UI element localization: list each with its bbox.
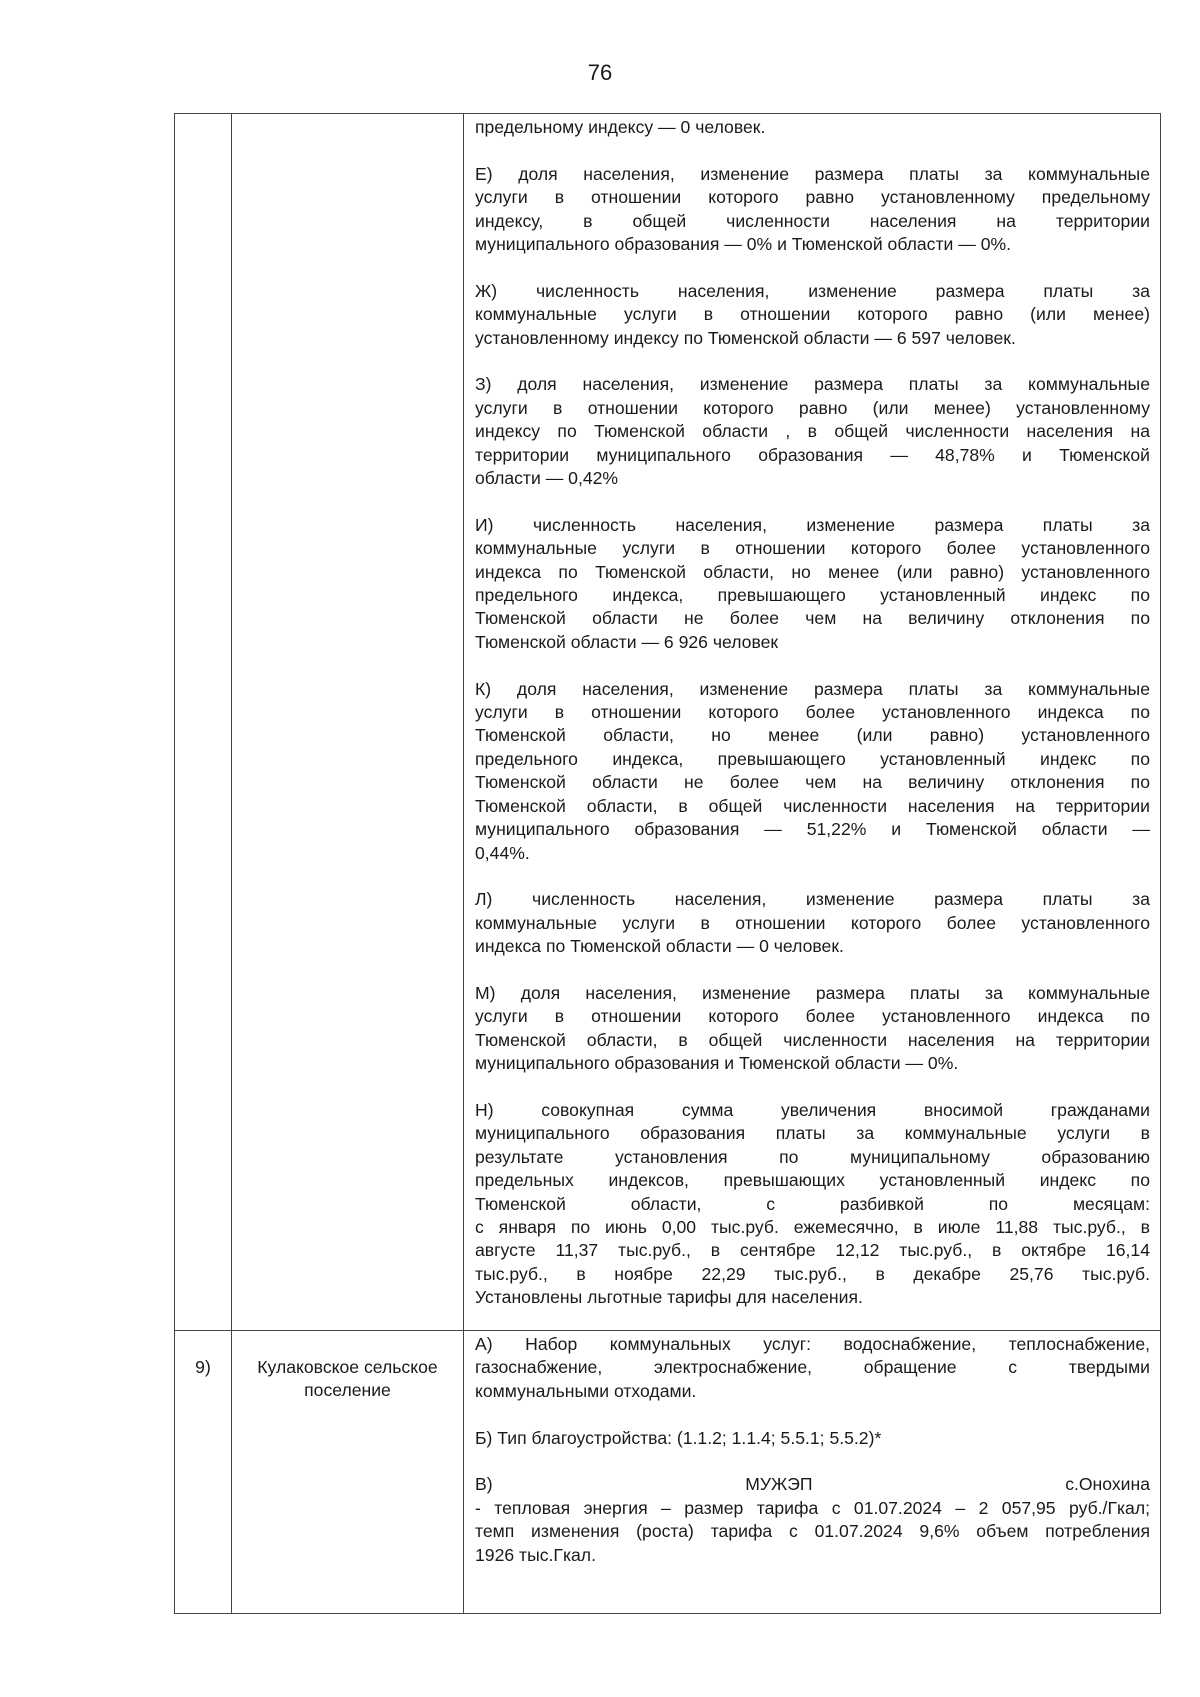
text-line: коммунальными отходами. [475, 1380, 697, 1401]
text-line: Тюменской области, но менее (или равно) установленного [475, 725, 1150, 746]
paragraph [475, 116, 1150, 139]
municipality-name-cell [232, 114, 464, 1331]
text-line: Е) доля населения, изменение размера платы за коммунальные [475, 163, 1150, 184]
paragraph [475, 514, 1150, 654]
text-line: муниципального образования — 0% и Тюменской области — 0%. [475, 234, 1012, 255]
text-line: А) Набор коммунальных услуг: водоснабжение, теплоснабжение, [475, 1334, 1150, 1354]
text-line: коммунальные услуги в отношении которого более установленного [475, 912, 1150, 933]
text-line: индекса по Тюменской области — 0 человек. [475, 936, 844, 957]
paragraph [475, 1099, 1150, 1310]
paragraph [475, 373, 1150, 490]
text-line: услуги в отношении которого равно (или менее) установленному [475, 397, 1150, 418]
text-line: Ж) численность населения, изменение размера платы за [475, 280, 1150, 301]
table-row [175, 1331, 1161, 1614]
text-line: З) доля населения, изменение размера платы за коммунальные [475, 374, 1150, 395]
text-line: Установлены льготные тарифы для населения. [475, 1287, 863, 1308]
text-line: коммунальные услуги в отношении которого более установленного [475, 538, 1150, 559]
text-line: темп изменения (роста) тарифа с 01.07.2024 9,6% объем потребления [475, 1521, 1150, 1542]
text-line: предельного индекса, превышающего установленный индекс по [475, 585, 1150, 606]
text-line: индекса по Тюменской области, но менее (или равно) установленного [475, 561, 1150, 582]
text-line: - тепловая энергия – размер тарифа с 01.07.2024 – 2 057,95 руб./Гкал; [475, 1497, 1150, 1518]
row-content-cell [464, 114, 1161, 1331]
paragraph [475, 888, 1150, 958]
tariff-table [174, 113, 1161, 1614]
row-content-cell [464, 1331, 1161, 1614]
paragraph [475, 678, 1150, 865]
text-line: М) доля населения, изменение размера платы за коммунальные [475, 982, 1150, 1003]
text-line: муниципального образования — 51,22% и Тюменской области — [475, 819, 1150, 840]
text-line: Н) совокупная сумма увеличения вносимой гражданами [475, 1099, 1150, 1120]
text-line: И) численность населения, изменение размера платы за [475, 514, 1150, 535]
paragraph [475, 1473, 1150, 1567]
text-line: Тюменской области — 6 926 человек [475, 631, 779, 652]
text-line: Б) Тип благоустройства: (1.1.2; 1.1.4; 5.5.1; 5.5.2)* [475, 1427, 882, 1448]
text-line: предельному индексу — 0 человек. [475, 117, 766, 137]
text-line: муниципального образования и Тюменской области — 0%. [475, 1053, 959, 1074]
text-line: Тюменской области не более чем на величину отклонения по [475, 772, 1150, 793]
text-line: августе 11,37 тыс.руб., в сентябре 12,12 тыс.руб., в октябре 16,14 [475, 1240, 1150, 1261]
text-line: Л) численность населения, изменение размера платы за [475, 889, 1150, 910]
text-line: области — 0,42% [475, 468, 619, 489]
text-line: К) доля населения, изменение размера платы за коммунальные [475, 678, 1150, 699]
text-line: Тюменской области, в общей численности населения на территории [475, 1029, 1150, 1050]
municipality-name-cell: Кулаковское сельское поселение [232, 1331, 464, 1614]
text-line: с января по июнь 0,00 тыс.руб. ежемесячно, в июле 11,88 тыс.руб., в [475, 1216, 1150, 1237]
text-line: индексу, в общей численности населения на территории [475, 210, 1150, 231]
text-line: тыс.руб., в ноябре 22,29 тыс.руб., в декабре 25,76 тыс.руб. [475, 1263, 1150, 1284]
text-line: Тюменской области не более чем на величину отклонения по [475, 608, 1150, 629]
text-line: территории муниципального образования — 48,78% и Тюменской [475, 444, 1150, 465]
table-row [175, 114, 1161, 1331]
text-line: индексу по Тюменской области , в общей численности населения на [475, 421, 1150, 442]
row-number-cell [175, 114, 232, 1331]
text-line: услуги в отношении которого более установленного индекса по [475, 1006, 1150, 1027]
paragraph [475, 982, 1150, 1076]
text-line: установленному индексу по Тюменской области — 6 597 человек. [475, 327, 1016, 348]
paragraph [475, 163, 1150, 257]
text-line: 1926 тыс.Гкал. [475, 1544, 596, 1565]
text-line: Тюменской области, с разбивкой по месяцам: [475, 1193, 1150, 1214]
paragraph [475, 1427, 1150, 1450]
text-line: услуги в отношении которого более установленного индекса по [475, 702, 1150, 723]
paragraph [475, 1333, 1150, 1403]
text-line: услуги в отношении которого равно установленному предельному [475, 187, 1150, 208]
text-line: результате установления по муниципальному образованию [475, 1146, 1150, 1167]
text-line: газоснабжение, электроснабжение, обращение с твердыми [475, 1357, 1150, 1378]
text-line: 0,44%. [475, 842, 530, 863]
text-line: предельных индексов, превышающих установленный индекс по [475, 1170, 1150, 1191]
paragraph [475, 280, 1150, 350]
text-line: муниципального образования платы за коммунальные услуги в [475, 1123, 1150, 1144]
text-line: коммунальные услуги в отношении которого равно (или менее) [475, 304, 1150, 325]
text-line: В) МУЖЭП с.Онохина [475, 1474, 1150, 1495]
text-line: предельного индекса, превышающего установленный индекс по [475, 748, 1150, 769]
row-number-cell: 9) [175, 1331, 232, 1614]
text-line: Тюменской области, в общей численности населения на территории [475, 795, 1150, 816]
page-number: 76 [587, 60, 613, 85]
